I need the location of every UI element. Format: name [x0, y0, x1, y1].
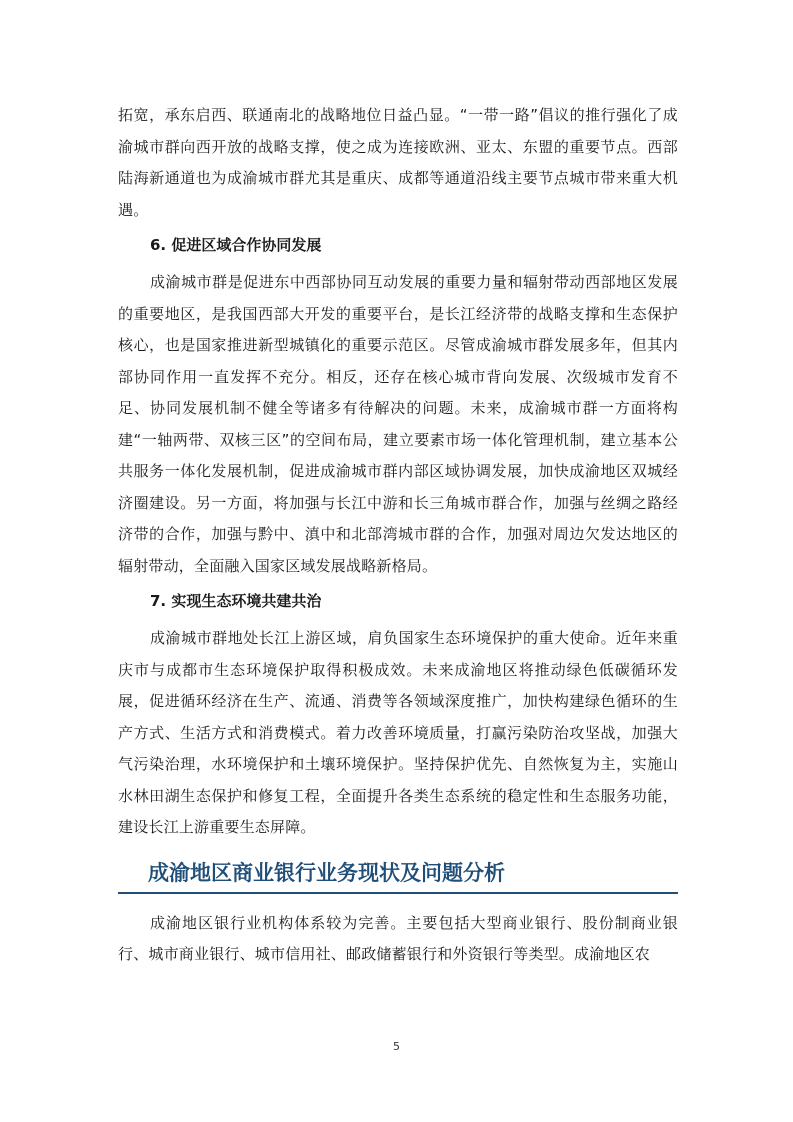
paragraph-ecology: 成渝城市群地处长江上游区域，肩负国家生态环境保护的重大使命。近年来重庆市与成都市生态环境保护取得积极成效。未来成渝地区将推动绿色低碳循环发展，促进循环经济在生产、流通、消费等各领域深度推广，加快构建绿色循环的生产方式、生活方式和消费模式。着力改善环境质量，打赢污染防治攻坚战，加强大气污染治理，水环境保护和土壤环境保护。坚持保护优先、自然恢复为主，实施山水林田湖生态保护和修复工程，全面提升各类生态系统的稳定性和生态服务功能，建设长江上游重要生态屏障。 — [118, 629, 678, 836]
document-body — [118, 100, 678, 971]
paragraph-continuation: 拓宽，承东启西、联通南北的战略地位日益凸显。“一带一路”倡议的推行强化了成渝城市群向西开放的战略支撑，使之成为连接欧洲、亚太、东盟的重要节点。西部陆海新通道也为成渝城市群尤其是重庆、成都等通道沿线主要节点城市带来重大机遇。 — [118, 106, 678, 219]
paragraph-banking-overview: 成渝地区银行业机构体系较为完善。主要包括大型商业银行、股份制商业银行、城市商业银行、城市信用社、邮政储蓄银行和外资银行等类型。成渝地区农 — [118, 913, 678, 963]
section-divider — [118, 892, 678, 894]
page-number: 5 — [393, 1040, 400, 1053]
paragraph-regional-cooperation: 成渝城市群是促进东中西部协同互动发展的重要力量和辐射带动西部地区发展的重要地区，是我国西部大开发的重要平台，是长江经济带的战略支撑和生态保护核心，也是国家推进新型城镇化的重要示范区。尽管成渝城市群发展多年，但其内部协同作用一直发挥不充分。相反，还存在核心城市背向发展、次级城市发育不足、协同发展机制不健全等诸多有待解决的问题。未来，成渝城市群一方面将构建“一轴两带、双核三区”的空间布局，建立要素市场一体化管理机制，建立基本公共服务一体化发展机制，促进成渝城市群内部区域协调发展，加快成渝地区双城经济圈建设。另一方面，将加强与长江中游和长三角城市群合作，加强与丝绸之路经济带的合作，加强与黔中、滇中和北部湾城市群的合作，加强对周边欠发达地区的辐射带动，全面融入国家区域发展战略新格局。 — [118, 273, 678, 575]
subheading-7: 7. 实现生态环境共建共治 — [150, 592, 322, 610]
subheading-6: 6. 促进区域合作协同发展 — [150, 236, 322, 254]
section-heading: 成渝地区商业银行业务现状及问题分析 — [148, 859, 505, 885]
